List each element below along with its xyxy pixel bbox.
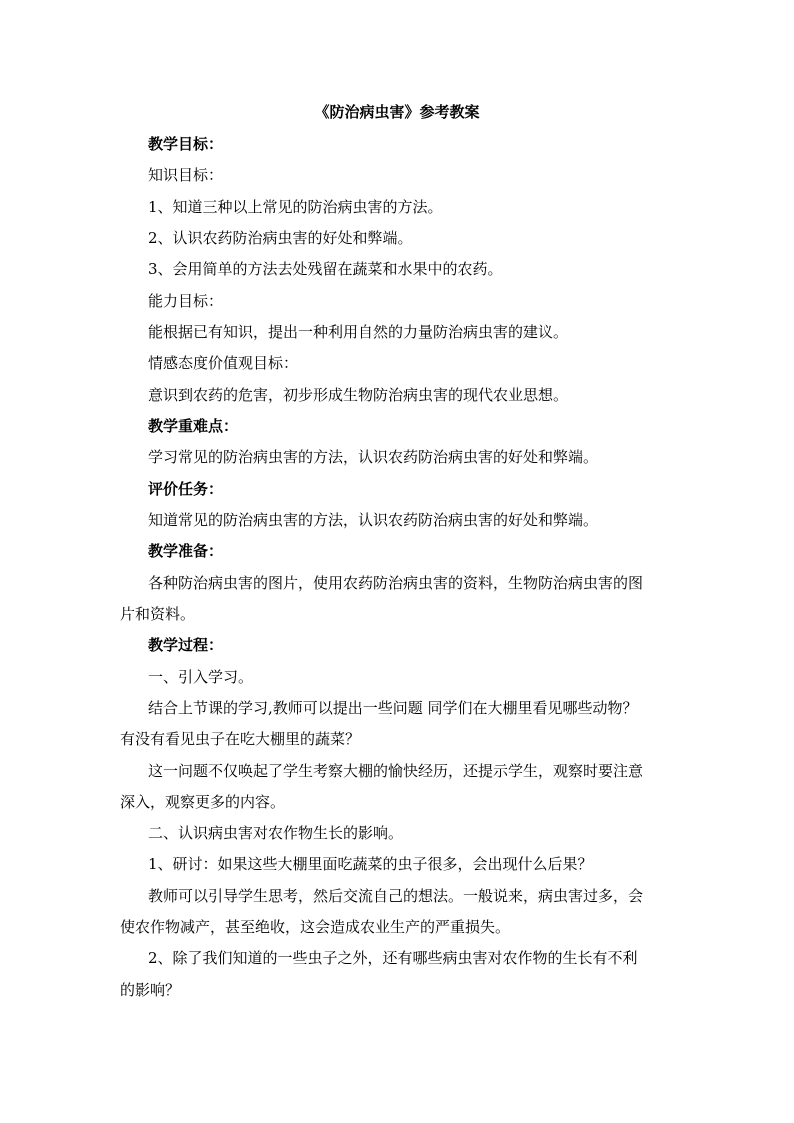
knowledge-item-3: 3、会用简单的方法去处残留在蔬菜和水果中的农药。 <box>148 260 503 278</box>
step1-paragraph-2-line-2: 深入，观察更多的内容。 <box>120 793 286 811</box>
step2-question-2-line-1: 2、除了我们知道的一些虫子之外，还有哪些病虫害对农作物的生长有不利 <box>148 949 638 967</box>
process-heading: 教学过程： <box>148 636 224 654</box>
knowledge-heading: 知识目标： <box>148 166 224 184</box>
step2-question-2-line-2: 的影响？ <box>120 981 181 999</box>
objectives-heading: 教学目标： <box>148 135 224 153</box>
prep-text-line-1: 各种防治病虫害的图片，使用农药防治病虫害的资料，生物防治病虫害的图 <box>148 574 644 592</box>
step2-question-1: 1、研讨：如果这些大棚里面吃蔬菜的虫子很多，会出现什么后果？ <box>148 855 593 873</box>
step2-answer-1-line-2: 使农作物减产，甚至绝收，这会造成农业生产的严重损失。 <box>120 918 511 936</box>
step1-paragraph-2-line-1: 这一问题不仅唤起了学生考察大棚的愉快经历，还提示学生，观察时要注意 <box>148 762 644 780</box>
prep-heading: 教学准备： <box>148 542 224 560</box>
keypoints-text: 学习常见的防治病虫害的方法，认识农药防治病虫害的好处和弊端。 <box>148 448 599 466</box>
document-title: 《防治病虫害》参考教案 <box>314 103 480 121</box>
prep-text-line-2: 片和资料。 <box>120 605 196 623</box>
ability-text: 能根据已有知识，提出一种利用自然的力量防治病虫害的建议。 <box>148 323 569 341</box>
step2-answer-1-line-1: 教师可以引导学生思考，然后交流自己的想法。一般说来，病虫害过多，会 <box>148 887 644 905</box>
step1-heading: 一、引入学习。 <box>148 668 254 686</box>
step2-heading: 二、认识病虫害对农作物生长的影响。 <box>148 824 404 842</box>
knowledge-item-1: 1、知道三种以上常见的防治病虫害的方法。 <box>148 198 443 216</box>
ability-heading: 能力目标： <box>148 292 224 310</box>
knowledge-item-2: 2、认识农药防治病虫害的好处和弊端。 <box>148 229 413 247</box>
evaluation-heading: 评价任务： <box>148 480 224 498</box>
step1-paragraph-1-line-1: 结合上节课的学习,教师可以提出一些问题 同学们在大棚里看见哪些动物？ <box>148 699 638 717</box>
step1-paragraph-1-line-2: 有没有看见虫子在吃大棚里的蔬菜？ <box>120 730 361 748</box>
keypoints-heading: 教学重难点： <box>148 417 239 435</box>
emotion-text: 意识到农药的危害，初步形成生物防治病虫害的现代农业思想。 <box>148 386 569 404</box>
evaluation-text: 知道常见的防治病虫害的方法，认识农药防治病虫害的好处和弊端。 <box>148 511 599 529</box>
emotion-heading: 情感态度价值观目标： <box>148 354 299 372</box>
